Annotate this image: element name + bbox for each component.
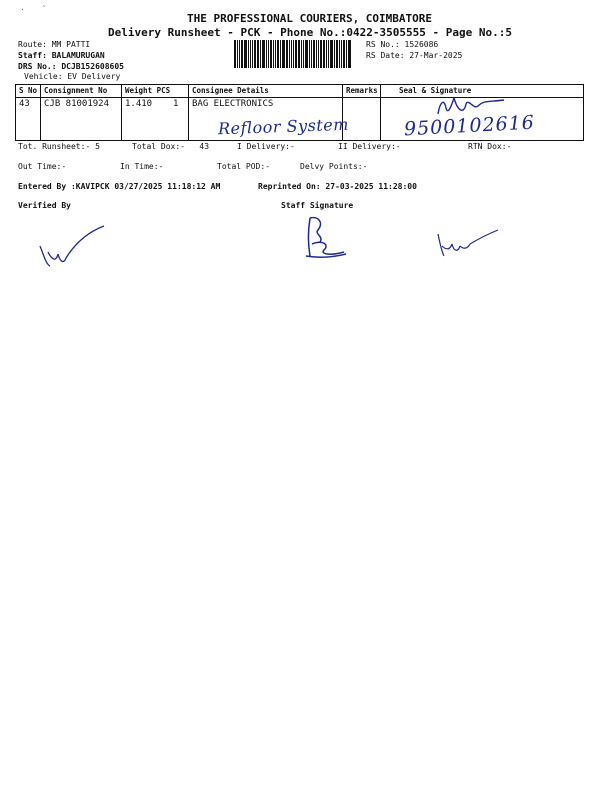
barcode-bar [336,40,338,68]
third-signature [432,222,502,262]
total-dox: Total Dox:- 43 [132,142,210,151]
rtn-dox: RTN Dox:- [468,142,512,151]
staff-label: Staff: BALAMURUGAN [18,51,105,60]
barcode-bar [260,40,261,68]
cell-weight-pcs [122,98,189,141]
barcode-bar [311,40,312,68]
barcode-bar [305,40,308,68]
drs-number: DRS No.: DCJB152608605 [18,62,124,71]
in-time: In Time:- [120,162,164,171]
cell-sno: 43 [16,98,41,141]
route-label: Route: MM PATTI [18,40,91,49]
barcode-bar [282,40,285,68]
barcode-bar [316,40,317,68]
barcode-bar [339,40,340,68]
barcode [234,40,352,68]
barcode-bar [343,40,345,68]
vehicle-label: Vehicle: EV Delivery [24,72,121,81]
rs-number: RS No.: 1526086 [366,40,439,49]
document-subtitle: Delivery Runsheet - PCK - Phone No.:0422-3505555 - Page No.:5 [108,26,512,39]
barcode-bar [334,40,335,68]
col-header-seal-signature: Seal & Signature [381,85,584,98]
barcode-bar [244,40,247,68]
entered-by: Entered By :KAVIPCK 03/27/2025 11:18:12 AM [18,182,221,191]
barcode-bar [320,40,322,68]
barcode-bar [341,40,342,68]
verified-by-label: Verified By [18,201,71,210]
staff-signature-mark [300,214,350,262]
barcode-bar [248,40,249,68]
barcode-bar [298,40,300,68]
barcode-bar [234,40,236,68]
cell-consignment: CJB 81001924 [41,98,122,141]
barcode-bar [323,40,325,68]
barcode-bar [348,40,351,68]
barcode-bar [291,40,292,68]
handwritten-consignee-note: Refloor System [217,114,350,139]
delvy-points: Delvy Points:- [300,162,368,171]
barcode-bar [293,40,294,68]
staff-signature-label: Staff Signature [281,201,354,210]
barcode-bar [313,40,315,68]
barcode-bar [237,40,238,68]
barcode-bar [275,40,276,68]
barcode-bar [346,40,347,68]
barcode-bar [280,40,281,68]
barcode-bar [239,40,240,68]
barcode-bar [273,40,274,68]
table-header-row [16,85,584,98]
barcode-bar [262,40,265,68]
rs-date: RS Date: 27-Mar-2025 [366,51,463,60]
col-header-weight-pcs: Weight PCS [122,85,189,98]
reprinted-on: Reprinted On: 27-03-2025 11:28:00 [258,182,417,191]
barcode-bar [277,40,279,68]
barcode-bar [289,40,290,68]
barcode-bar [268,40,269,68]
cell-weight: 1.410 [125,99,153,109]
cell-pcs: 1 [172,99,179,109]
barcode-bar [257,40,259,68]
i-delivery: I Delivery:- [237,142,295,151]
document-title: THE PROFESSIONAL COURIERS, COIMBATORE [187,12,433,25]
col-header-consignment: Consignment No [41,85,122,98]
barcode-bar [301,40,302,68]
ii-delivery: II Delivery:- [338,142,401,151]
barcode-bar [241,40,243,68]
barcode-bar [286,40,288,68]
barcode-bar [303,40,304,68]
barcode-bar [309,40,310,68]
barcode-bar [270,40,272,68]
corner-mark: ` [42,5,47,14]
barcode-bar [252,40,253,68]
col-header-consignee: Consignee Details [189,85,343,98]
handwritten-seal-number: 9500102616 [403,111,536,141]
barcode-bar [266,40,267,68]
verified-by-signature [36,222,108,272]
barcode-bar [295,40,297,68]
barcode-bar [326,40,327,68]
col-header-sno: S No [16,85,41,98]
barcode-bar [318,40,319,68]
tot-runsheet: Tot. Runsheet:- 5 [18,142,100,151]
out-time: Out Time:- [18,162,67,171]
cell-consignee: BAG ELECTRONICS [189,98,343,141]
barcode-bar [330,40,333,68]
total-pod: Total POD:- [217,162,270,171]
barcode-bar [328,40,329,68]
barcode-bar [254,40,256,68]
col-header-remarks: Remarks [343,85,381,98]
barcode-bar [250,40,251,68]
corner-mark: · [20,5,25,14]
